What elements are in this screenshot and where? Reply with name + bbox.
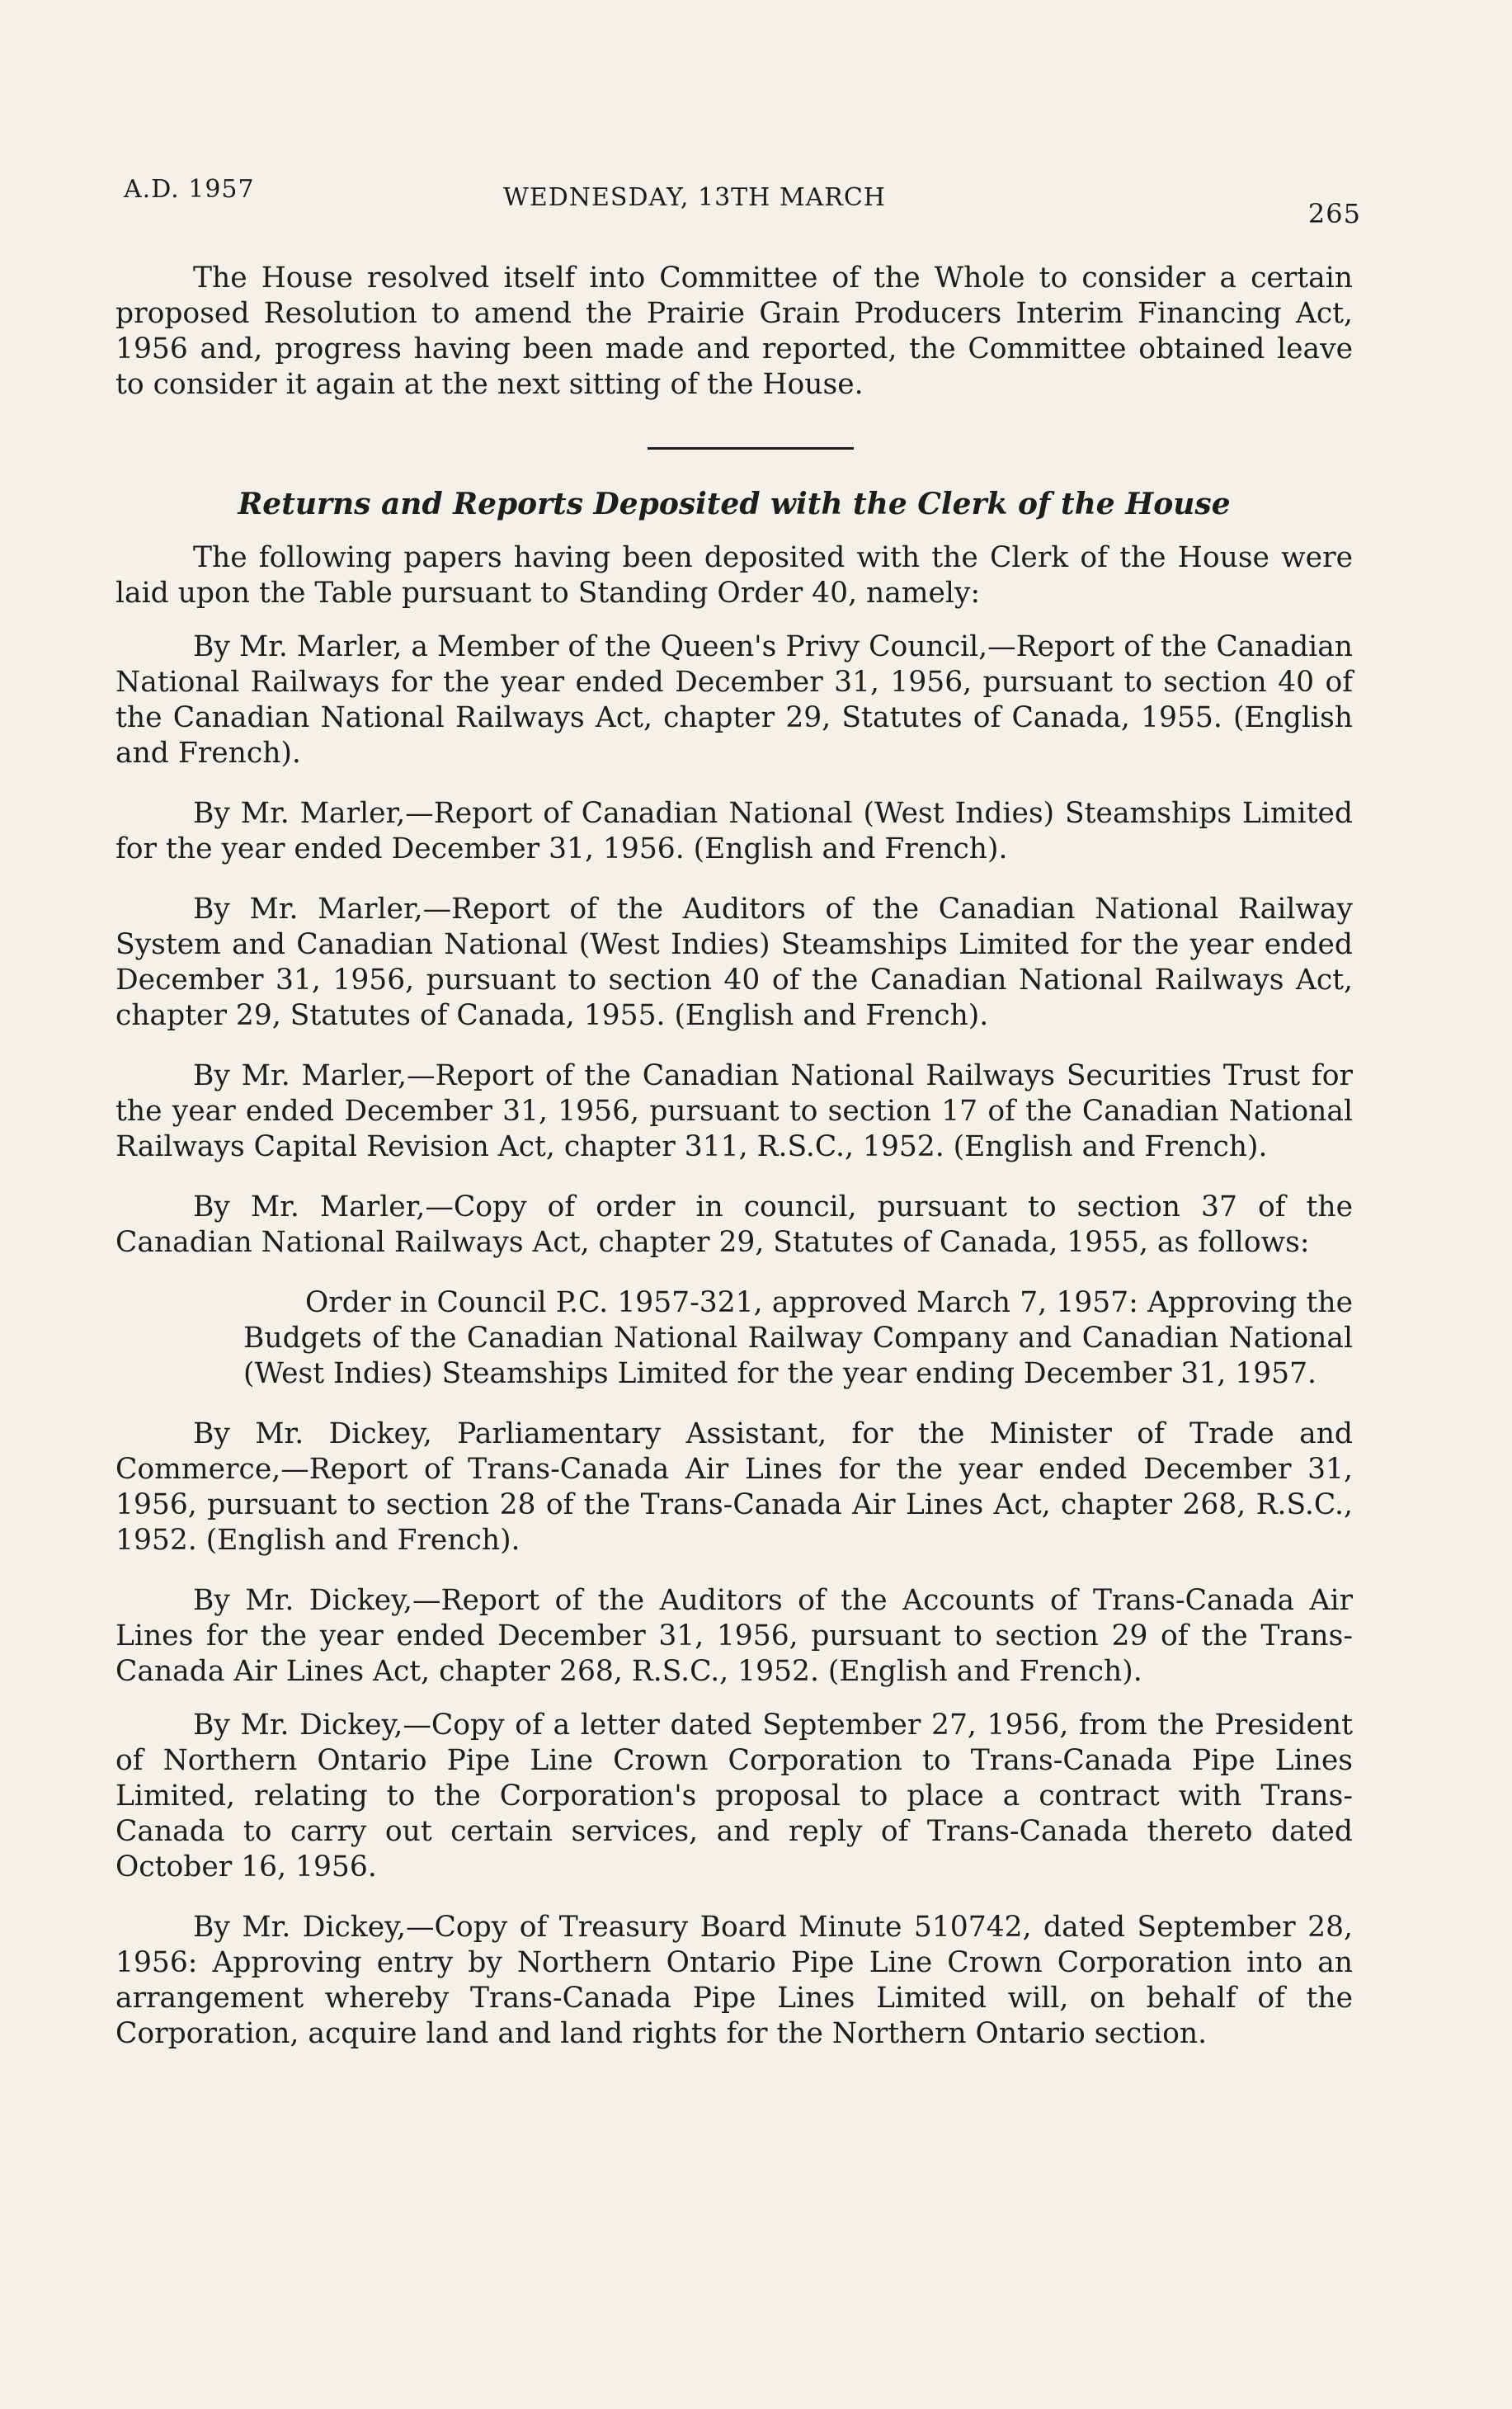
- committee-paragraph: The House resolved itself into Committee of the Whole to consider a certain proposed Resolution to amend the Prairie Grain Producers Interim Financing Act, 1956 and, progress having been made and reported, the Committee obtained leave to consider it again at the next sitting of the House.: [115, 262, 1353, 401]
- header-year: A.D. 1957: [124, 175, 255, 204]
- header-date: WEDNESDAY, 13TH MARCH: [503, 183, 886, 212]
- journal-page: [115, 165, 1361, 2244]
- report-paragraph-2: By Mr. Marler,—Report of Canadian National (West Indies) Steamships Limited for the year ended December 31, 1956. (English and French).: [115, 797, 1353, 865]
- report-paragraph-8: By Mr. Dickey,—Copy of a letter dated September 27, 1956, from the President of Northern Ontario Pipe Line Crown Corporation to Trans-Canada Pipe Lines Limited, relating to the Corporation's proposal to place a contract with Trans-Canada to carry out certain services, and reply of Trans-Canada thereto dated October 16, 1956.: [115, 1709, 1353, 1883]
- report-paragraph-1: By Mr. Marler, a Member of the Queen's Privy Council,—Report of the Canadian National Railways for the year ended December 31, 1956, pursuant to section 40 of the Canadian National Railways Act, chapter 29, Statutes of Canada, 1955. (English and French).: [115, 630, 1353, 770]
- report-paragraph-5: By Mr. Marler,—Copy of order in council, pursuant to section 37 of the Canadian National Railways Act, chapter 29, Statutes of Canada, 1955, as follows:: [115, 1190, 1353, 1259]
- page-header: [115, 165, 1361, 229]
- report-paragraph-9: By Mr. Dickey,—Copy of Treasury Board Minute 510742, dated September 28, 1956: Approving entry by Northern Ontario Pipe Line Crown Corporation into an arrangement whereby Trans-Canada Pipe Lines Limited will, on behalf of the Corporation, acquire land and land rights for the Northern Ontario section.: [115, 1911, 1353, 2050]
- section-divider: [648, 447, 854, 450]
- report-paragraph-6: By Mr. Dickey, Parliamentary Assistant, for the Minister of Trade and Commerce,—Report of Trans-Canada Air Lines for the year ended December 31, 1956, pursuant to section 28 of the Trans-Canada Air Lines Act, chapter 268, R.S.C., 1952. (English and French).: [115, 1417, 1353, 1557]
- order-in-council-paragraph: Order in Council P.C. 1957-321, approved March 7, 1957: Approving the Budgets of the Canadian National Railway Company and Canadian National (West Indies) Steamships Limited for the year ending December 31, 1957.: [243, 1286, 1353, 1390]
- section-title: Returns and Reports Deposited with the Clerk of the House: [238, 487, 1231, 521]
- intro-paragraph: The following papers having been deposited with the Clerk of the House were laid upon the Table pursuant to Standing Order 40, namely:: [115, 541, 1353, 610]
- report-paragraph-3: By Mr. Marler,—Report of the Auditors of the Canadian National Railway System and Canadian National (West Indies) Steamships Limited for the year ended December 31, 1956, pursuant to section 40 of the Canadian National Railways Act, chapter 29, Statutes of Canada, 1955. (English and French).: [115, 893, 1353, 1032]
- report-paragraph-4: By Mr. Marler,—Report of the Canadian National Railways Securities Trust for the year ended December 31, 1956, pursuant to section 17 of the Canadian National Railways Capital Revision Act, chapter 311, R.S.C., 1952. (English and French).: [115, 1059, 1353, 1163]
- page-number: 265: [1307, 198, 1361, 229]
- report-paragraph-7: By Mr. Dickey,—Report of the Auditors of the Accounts of Trans-Canada Air Lines for the year ended December 31, 1956, pursuant to section 29 of the Trans-Canada Air Lines Act, chapter 268, R.S.C., 1952. (English and French).: [115, 1584, 1353, 1688]
